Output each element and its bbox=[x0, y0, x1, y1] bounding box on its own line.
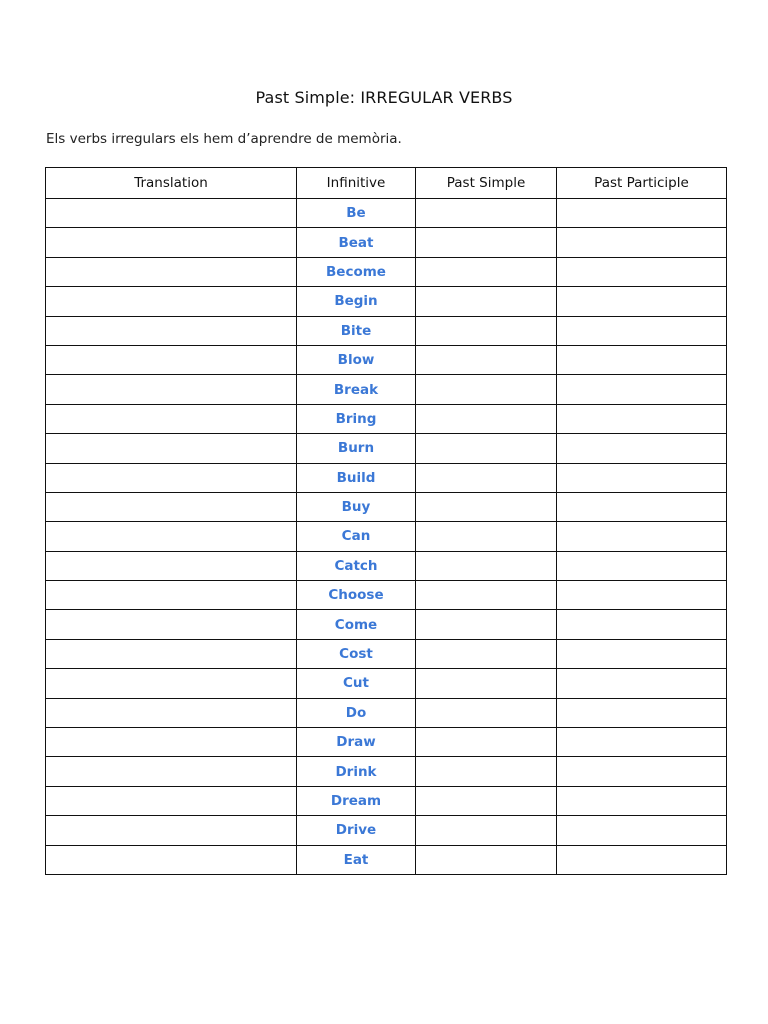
infinitive-cell: Dream bbox=[297, 786, 416, 815]
translation-cell[interactable] bbox=[46, 345, 297, 374]
translation-cell[interactable] bbox=[46, 316, 297, 345]
past-participle-cell[interactable] bbox=[557, 610, 727, 639]
header-past-participle: Past Participle bbox=[557, 168, 727, 199]
table-row bbox=[46, 228, 727, 257]
infinitive-cell: Begin bbox=[297, 287, 416, 316]
infinitive-cell: Cut bbox=[297, 669, 416, 698]
infinitive-cell: Build bbox=[297, 463, 416, 492]
table-row bbox=[46, 257, 727, 286]
table-row bbox=[46, 639, 727, 668]
table-row bbox=[46, 316, 727, 345]
past-simple-cell[interactable] bbox=[416, 345, 557, 374]
past-simple-cell[interactable] bbox=[416, 551, 557, 580]
translation-cell[interactable] bbox=[46, 434, 297, 463]
past-participle-cell[interactable] bbox=[557, 757, 727, 786]
table-row bbox=[46, 845, 727, 874]
table-row bbox=[46, 786, 727, 815]
past-participle-cell[interactable] bbox=[557, 257, 727, 286]
infinitive-cell: Can bbox=[297, 522, 416, 551]
past-simple-cell[interactable] bbox=[416, 610, 557, 639]
header-translation: Translation bbox=[46, 168, 297, 199]
irregular-verbs-table bbox=[45, 167, 727, 875]
infinitive-cell: Draw bbox=[297, 728, 416, 757]
infinitive-cell: Drink bbox=[297, 757, 416, 786]
infinitive-cell: Bring bbox=[297, 404, 416, 433]
past-simple-cell[interactable] bbox=[416, 199, 557, 228]
past-simple-cell[interactable] bbox=[416, 492, 557, 521]
past-simple-cell[interactable] bbox=[416, 581, 557, 610]
translation-cell[interactable] bbox=[46, 786, 297, 815]
infinitive-cell: Break bbox=[297, 375, 416, 404]
infinitive-cell: Catch bbox=[297, 551, 416, 580]
table-row bbox=[46, 757, 727, 786]
past-simple-cell[interactable] bbox=[416, 816, 557, 845]
past-participle-cell[interactable] bbox=[557, 581, 727, 610]
infinitive-cell: Cost bbox=[297, 639, 416, 668]
intro-text: Els verbs irregulars els hem d’aprendre de memòria. bbox=[46, 131, 402, 147]
past-participle-cell[interactable] bbox=[557, 845, 727, 874]
past-participle-cell[interactable] bbox=[557, 199, 727, 228]
table-row bbox=[46, 728, 727, 757]
translation-cell[interactable] bbox=[46, 375, 297, 404]
page-title: Past Simple: IRREGULAR VERBS bbox=[255, 88, 513, 107]
table-row bbox=[46, 698, 727, 727]
past-simple-cell[interactable] bbox=[416, 669, 557, 698]
past-participle-cell[interactable] bbox=[557, 669, 727, 698]
translation-cell[interactable] bbox=[46, 463, 297, 492]
infinitive-cell: Drive bbox=[297, 816, 416, 845]
translation-cell[interactable] bbox=[46, 287, 297, 316]
translation-cell[interactable] bbox=[46, 581, 297, 610]
translation-cell[interactable] bbox=[46, 757, 297, 786]
table-row bbox=[46, 375, 727, 404]
table-row bbox=[46, 669, 727, 698]
past-simple-cell[interactable] bbox=[416, 728, 557, 757]
past-participle-cell[interactable] bbox=[557, 287, 727, 316]
past-participle-cell[interactable] bbox=[557, 316, 727, 345]
table-row bbox=[46, 463, 727, 492]
table-row bbox=[46, 434, 727, 463]
past-simple-cell[interactable] bbox=[416, 404, 557, 433]
table-row bbox=[46, 522, 727, 551]
infinitive-cell: Buy bbox=[297, 492, 416, 521]
past-simple-cell[interactable] bbox=[416, 522, 557, 551]
translation-cell[interactable] bbox=[46, 551, 297, 580]
translation-cell[interactable] bbox=[46, 610, 297, 639]
table-row bbox=[46, 816, 727, 845]
past-participle-cell[interactable] bbox=[557, 492, 727, 521]
infinitive-cell: Bite bbox=[297, 316, 416, 345]
past-simple-cell[interactable] bbox=[416, 287, 557, 316]
past-participle-cell[interactable] bbox=[557, 434, 727, 463]
past-participle-cell[interactable] bbox=[557, 728, 727, 757]
translation-cell[interactable] bbox=[46, 228, 297, 257]
infinitive-cell: Become bbox=[297, 257, 416, 286]
infinitive-cell: Beat bbox=[297, 228, 416, 257]
translation-cell[interactable] bbox=[46, 522, 297, 551]
table-row bbox=[46, 199, 727, 228]
past-simple-cell[interactable] bbox=[416, 786, 557, 815]
past-participle-cell[interactable] bbox=[557, 404, 727, 433]
past-participle-cell[interactable] bbox=[557, 463, 727, 492]
past-simple-cell[interactable] bbox=[416, 845, 557, 874]
table-row bbox=[46, 404, 727, 433]
table-row bbox=[46, 581, 727, 610]
translation-cell[interactable] bbox=[46, 669, 297, 698]
infinitive-cell: Blow bbox=[297, 345, 416, 374]
translation-cell[interactable] bbox=[46, 257, 297, 286]
past-participle-cell[interactable] bbox=[557, 639, 727, 668]
past-simple-cell[interactable] bbox=[416, 463, 557, 492]
table-row bbox=[46, 551, 727, 580]
past-simple-cell[interactable] bbox=[416, 228, 557, 257]
translation-cell[interactable] bbox=[46, 639, 297, 668]
translation-cell[interactable] bbox=[46, 404, 297, 433]
infinitive-cell: Come bbox=[297, 610, 416, 639]
table-header-row bbox=[46, 168, 727, 199]
table-row bbox=[46, 345, 727, 374]
past-simple-cell[interactable] bbox=[416, 757, 557, 786]
table-row bbox=[46, 492, 727, 521]
infinitive-cell: Choose bbox=[297, 581, 416, 610]
past-participle-cell[interactable] bbox=[557, 228, 727, 257]
table-row bbox=[46, 610, 727, 639]
past-simple-cell[interactable] bbox=[416, 375, 557, 404]
past-participle-cell[interactable] bbox=[557, 522, 727, 551]
translation-cell[interactable] bbox=[46, 816, 297, 845]
past-participle-cell[interactable] bbox=[557, 551, 727, 580]
past-participle-cell[interactable] bbox=[557, 816, 727, 845]
translation-cell[interactable] bbox=[46, 728, 297, 757]
translation-cell[interactable] bbox=[46, 199, 297, 228]
infinitive-cell: Be bbox=[297, 199, 416, 228]
header-past-simple: Past Simple bbox=[416, 168, 557, 199]
infinitive-cell: Burn bbox=[297, 434, 416, 463]
translation-cell[interactable] bbox=[46, 698, 297, 727]
past-simple-cell[interactable] bbox=[416, 257, 557, 286]
infinitive-cell: Do bbox=[297, 698, 416, 727]
past-simple-cell[interactable] bbox=[416, 698, 557, 727]
translation-cell[interactable] bbox=[46, 492, 297, 521]
table-row bbox=[46, 287, 727, 316]
past-simple-cell[interactable] bbox=[416, 316, 557, 345]
past-participle-cell[interactable] bbox=[557, 786, 727, 815]
past-simple-cell[interactable] bbox=[416, 434, 557, 463]
infinitive-cell: Eat bbox=[297, 845, 416, 874]
past-participle-cell[interactable] bbox=[557, 345, 727, 374]
table-body bbox=[46, 199, 727, 875]
past-participle-cell[interactable] bbox=[557, 375, 727, 404]
header-infinitive: Infinitive bbox=[297, 168, 416, 199]
translation-cell[interactable] bbox=[46, 845, 297, 874]
past-simple-cell[interactable] bbox=[416, 639, 557, 668]
past-participle-cell[interactable] bbox=[557, 698, 727, 727]
